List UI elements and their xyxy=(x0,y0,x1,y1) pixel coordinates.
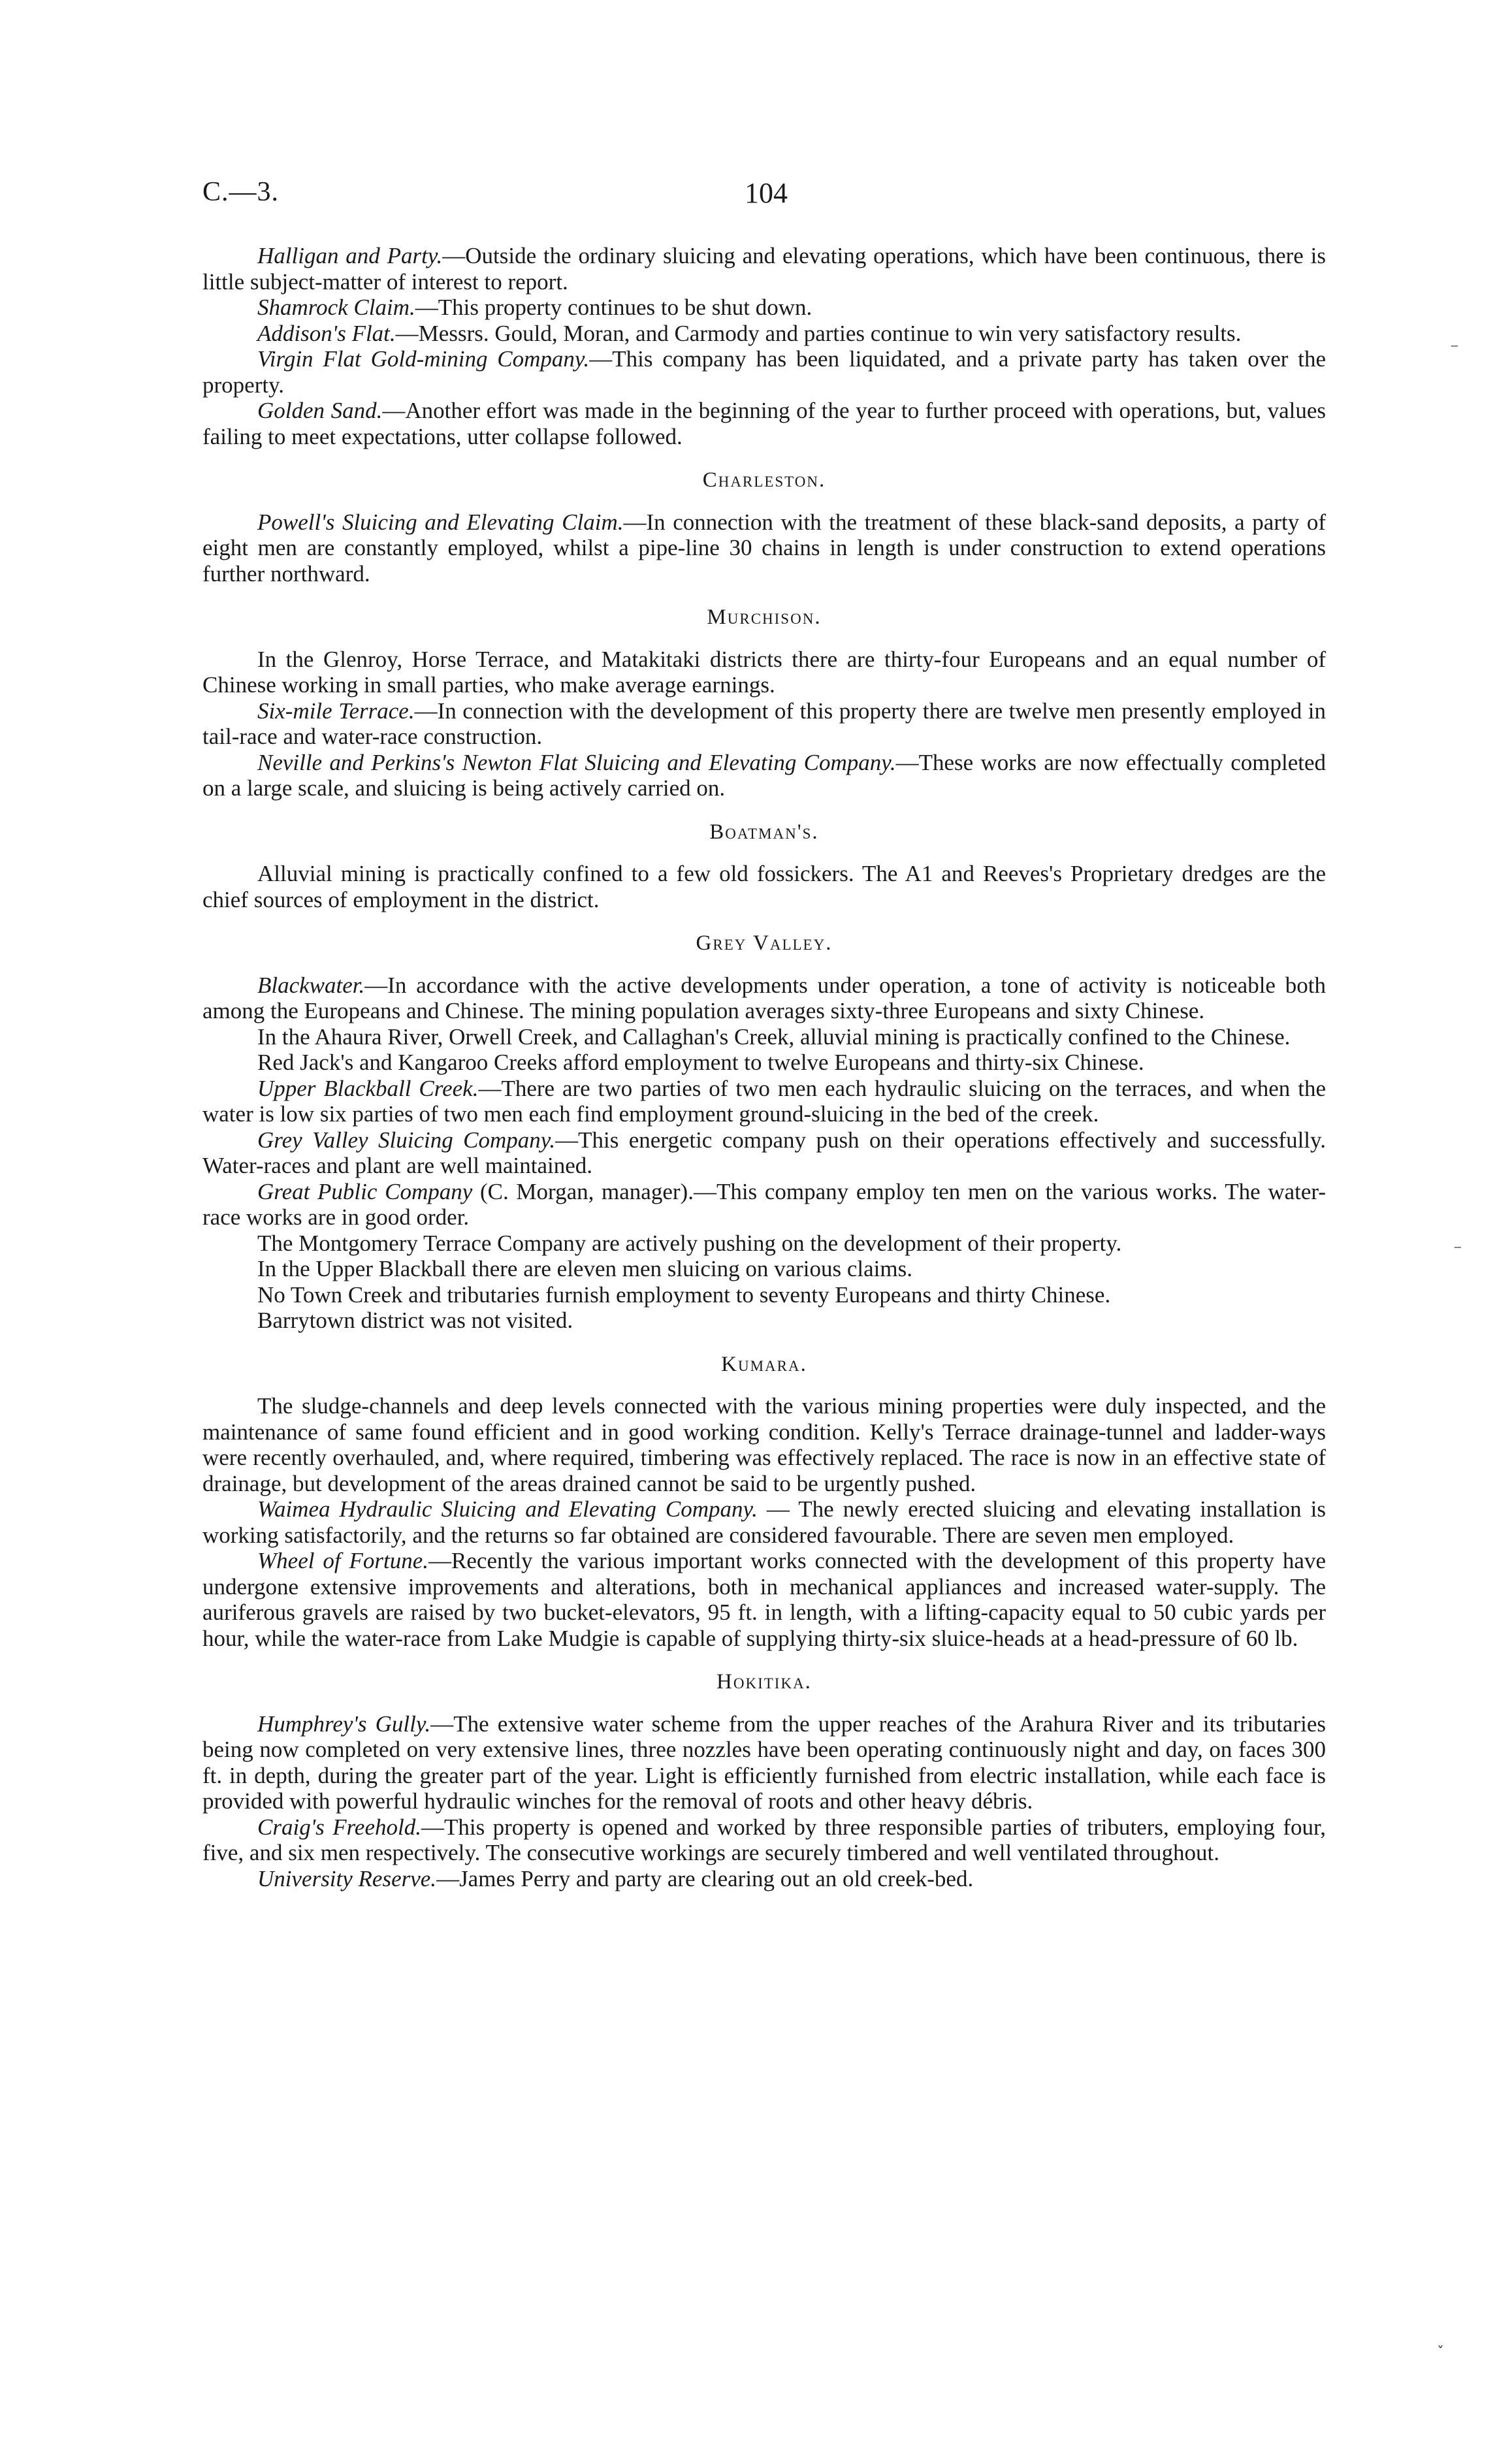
section-heading: Boatman's. xyxy=(709,820,819,844)
paragraph-text: —Recently the various important works connected with the development of this property have undergone extensive improvements and alterations, both in mechanical appliances and increased water-supply. The auriferous gravels are raised by two bucket-elevators, 95 ft. in length, with a lifting-capacity equal to 50 cubic yards per hour, while the water-race from Lake Mudgie is capable of supplying thirty-six sluice-heads at a head-pressure of 60 lb. xyxy=(202,1548,1326,1651)
paragraph-lead: Waimea Hydraulic Sluicing and Elevating Company. xyxy=(257,1496,758,1522)
paragraph xyxy=(202,647,1326,698)
paragraph xyxy=(202,1866,1326,1892)
paragraph xyxy=(202,398,1326,449)
section-heading: Murchison. xyxy=(707,605,822,629)
paragraph xyxy=(202,973,1326,1024)
paragraph xyxy=(202,243,1326,295)
paragraph xyxy=(202,1024,1326,1050)
section-heading: Grey Valley. xyxy=(696,931,833,955)
paragraph xyxy=(202,509,1326,587)
paragraph xyxy=(202,1548,1326,1651)
paragraph xyxy=(202,1711,1326,1814)
paragraph xyxy=(202,861,1326,912)
paragraph-text: Red Jack's and Kangaroo Creeks afford employment to twelve Europeans and thirty-six Chinese. xyxy=(257,1050,1144,1075)
margin-mark: ⁻ xyxy=(1453,1241,1462,1261)
paragraph-text: —Messrs. Gould, Moran, and Carmody and parties continue to win very satisfactory results. xyxy=(395,320,1242,346)
paragraph xyxy=(202,295,1326,321)
paragraph-text: —This energetic company push on their operations effectively and successfully. Water-races and plant are well maintained. xyxy=(202,1127,1326,1178)
paragraph xyxy=(202,1127,1326,1179)
paragraph-text: —Another effort was made in the beginning of the year to further proceed with operations, but, values failing to meet expectations, utter collapse followed. xyxy=(202,398,1326,449)
paragraph-lead: Six-mile Terrace. xyxy=(257,698,415,724)
section-heading: Kumara. xyxy=(721,1352,807,1376)
paragraph xyxy=(202,1256,1326,1282)
paragraph-text: —The extensive water scheme from the upper reaches of the Arahura River and its tributaries being now completed on very extensive lines, three nozzles have been operating continuously night and day, on faces 300 ft. in depth, during the greater part of the year. Light is efficiently furnished from electric installation, while each face is provided with powerful hydraulic winches for the removal of roots and other heavy débris. xyxy=(202,1711,1326,1814)
paragraph xyxy=(202,1393,1326,1496)
paragraph-text: —James Perry and party are clearing out an old creek-bed. xyxy=(436,1865,974,1891)
paragraph-lead: Neville and Perkins's Newton Flat Sluicing and Elevating Company. xyxy=(257,749,896,775)
paragraph xyxy=(202,1282,1326,1308)
paragraph-text: The sludge-channels and deep levels connected with the various mining properties were duly inspected, and the maintenance of same found efficient and in good working condition. Kelly's Terrace drainage-tunnel and ladder-ways were recently overhauled, and, where required, timbering was effectively replaced. The race is now in an effective state of drainage, but development of the areas drained cannot be said to be urgently pushed. xyxy=(202,1393,1326,1496)
paragraph xyxy=(202,1496,1326,1548)
paragraph-text: No Town Creek and tributaries furnish employment to seventy Europeans and thirty Chinese. xyxy=(257,1281,1111,1308)
page-header xyxy=(202,176,1332,216)
paragraph-text: In the Glenroy, Horse Terrace, and Matakitaki districts there are thirty-four Europeans and an equal number of Chinese working in small parties, who make average earnings. xyxy=(202,646,1326,698)
paragraph-lead: Halligan and Party. xyxy=(257,243,443,268)
paragraph-lead: Blackwater. xyxy=(257,972,365,998)
paragraph-text: —Outside the ordinary sluicing and elevating operations, which have been continuous, there is little subject-matter of interest to report. xyxy=(202,243,1327,295)
document-body xyxy=(202,243,1326,1891)
paragraph-lead: Wheel of Fortune. xyxy=(257,1548,429,1573)
margin-mark: ˇ xyxy=(1437,2345,1444,2361)
paragraph-lead: Shamrock Claim. xyxy=(257,295,415,320)
section-heading: Charleston. xyxy=(702,468,826,492)
paragraph-text: Alluvial mining is practically confined to a few old fossickers. The A1 and Reeves's Proprietary dredges are the chief sources of employment in the district. xyxy=(202,861,1326,912)
paragraph-lead: Craig's Freehold. xyxy=(257,1814,421,1840)
paragraph xyxy=(202,1814,1326,1866)
paragraph-lead: Powell's Sluicing and Elevating Claim. xyxy=(257,509,624,535)
paragraph-text: —These works are now effectually completed on a large scale, and sluicing is being actively carried on. xyxy=(202,749,1326,801)
paragraph-text: In the Ahaura River, Orwell Creek, and Callaghan's Creek, alluvial mining is practically confined to the Chinese. xyxy=(257,1023,1291,1050)
paragraph-lead: Addison's Flat. xyxy=(257,320,396,346)
document-code: C.—3. xyxy=(202,177,280,207)
paragraph-text: The Montgomery Terrace Company are actively pushing on the development of their property. xyxy=(257,1230,1122,1256)
paragraph-text: —In connection with the treatment of these black-sand deposits, a party of eight men are constantly employed, whilst a pipe-line 30 chains in length is under construction to extend operations further northward. xyxy=(202,509,1326,587)
paragraph xyxy=(202,1076,1326,1127)
paragraph xyxy=(202,750,1326,801)
paragraph xyxy=(202,698,1326,750)
margin-mark: ⁻ xyxy=(1450,340,1459,359)
paragraph-lead: Upper Blackball Creek. xyxy=(257,1075,479,1101)
paragraph-text: —There are two parties of two men each hydraulic sluicing on the terraces, and when the water is low six parties of two men each find employment ground-sluicing in the bed of the creek. xyxy=(202,1075,1326,1127)
paragraph xyxy=(202,1230,1326,1257)
paragraph-text: —In accordance with the active developments under operation, a tone of activity is noticeable both among the Europeans and Chinese. The mining population averages sixty-three Europeans and sixty Chinese. xyxy=(202,972,1326,1023)
paragraph-text: Barrytown district was not visited. xyxy=(257,1308,573,1333)
paragraph-text: — The newly erected sluicing and elevating installation is working satisfactorily, and the returns so far obtained are considered favourable. There are seven men employed. xyxy=(202,1496,1326,1548)
paragraph-text: In the Upper Blackball there are eleven men sluicing on various claims. xyxy=(257,1256,912,1281)
paragraph-lead: Humphrey's Gully. xyxy=(257,1711,431,1737)
paragraph-text: —This company has been liquidated, and a private party has taken over the property. xyxy=(202,346,1327,398)
paragraph-lead: Virgin Flat Gold-mining Company. xyxy=(257,346,590,372)
paragraph xyxy=(202,321,1326,347)
paragraph-text: (C. Morgan, manager).—This company employ ten men on the various works. The water-race works are in good order. xyxy=(202,1178,1326,1230)
paragraph-lead: Great Public Company xyxy=(257,1178,473,1204)
paragraph-lead: University Reserve. xyxy=(257,1865,437,1891)
paragraph xyxy=(202,1308,1326,1334)
section-heading: Hokitika. xyxy=(716,1670,812,1694)
page-number: 104 xyxy=(745,177,788,209)
paragraph xyxy=(202,346,1326,398)
paragraph-lead: Golden Sand. xyxy=(257,398,383,423)
paragraph xyxy=(202,1050,1326,1076)
paragraph xyxy=(202,1179,1326,1230)
paragraph-text: —This property continues to be shut down. xyxy=(415,295,812,320)
paragraph-lead: Grey Valley Sluicing Company. xyxy=(257,1127,556,1153)
paragraph-text: —In connection with the development of this property there are twelve men presently employed in tail-race and water-race construction. xyxy=(202,698,1326,749)
paragraph-text: —This property is opened and worked by three responsible parties of tributers, employing four, five, and six men respectively. The consecutive workings are securely timbered and well ventilated throughout. xyxy=(202,1814,1326,1865)
